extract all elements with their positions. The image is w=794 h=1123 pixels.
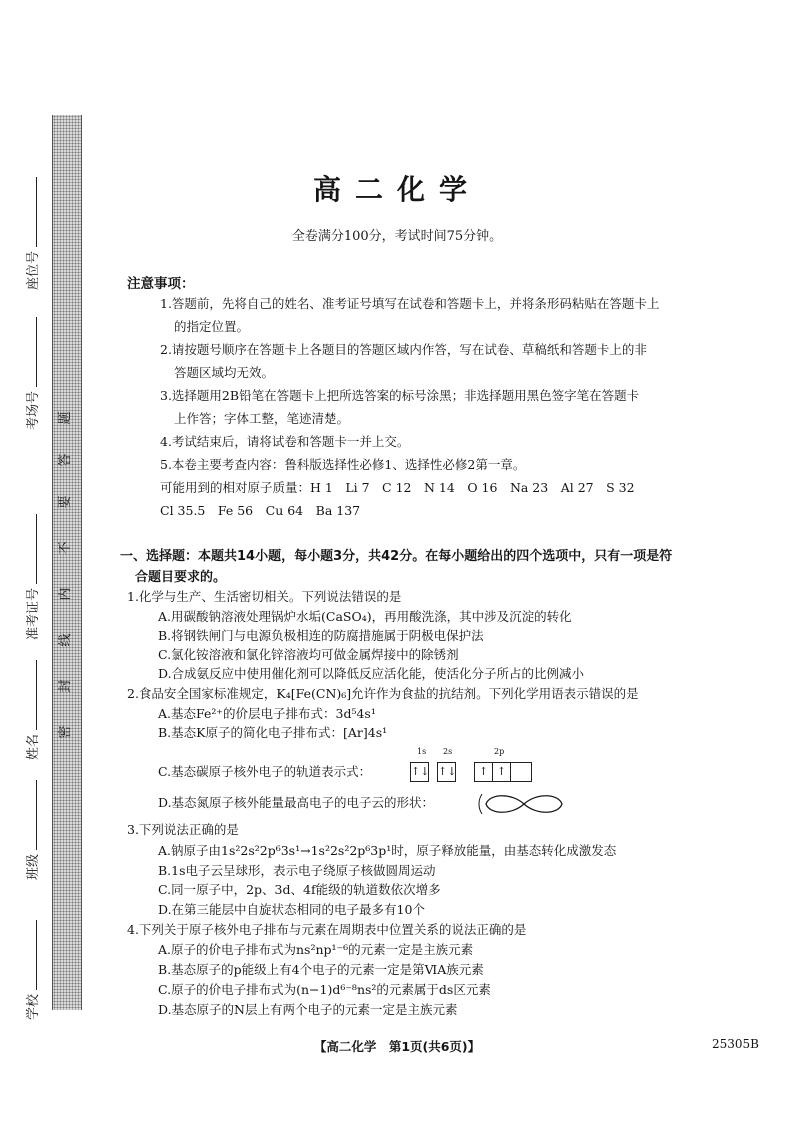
orbital-box bbox=[510, 762, 532, 782]
option-a: A.钠原子由1s²2s²2p⁶3s¹→1s²2s²2p⁶3p¹时，原子释放能量，由基态转化成激发态 bbox=[158, 843, 617, 858]
seal-char: 封 bbox=[58, 679, 73, 693]
option-b: B.将钢铁闸门与电源负极相连的防腐措施属于阴极电保护法 bbox=[158, 628, 484, 643]
orbital-box: ↑ bbox=[474, 762, 493, 782]
option-c: C.同一原子中，2p、3d、4f能级的轨道数依次增多 bbox=[158, 882, 441, 897]
field-label: 准考证号 bbox=[26, 587, 41, 640]
seal-char: 线 bbox=[58, 633, 73, 647]
option-d: D.在第三能层中自旋状态相同的电子最多有10个 bbox=[158, 902, 425, 917]
dumbbell-orbital-icon bbox=[478, 790, 570, 818]
seal-char: 要 bbox=[58, 495, 73, 509]
option-d: D.合成氨反应中使用催化剂可以降低反应活化能，使活化分子所占的比例减小 bbox=[158, 666, 585, 681]
field-label: 座位号 bbox=[26, 250, 41, 290]
option-d: D.基态氮原子核外能量最高电子的电子云的形状： bbox=[158, 795, 435, 810]
option-c: C.原子的价电子排布式为(n−1)d⁶⁻⁸ns²的元素属于ds区元素 bbox=[158, 982, 491, 997]
question-stem: 4.下列关于原子核外电子排布与元素在周期表中位置关系的说法正确的是 bbox=[127, 922, 527, 937]
notice-line: 答题区域均无效。 bbox=[174, 365, 275, 380]
exam-room-field bbox=[22, 317, 41, 430]
orbital-label-2s: 2s bbox=[443, 747, 453, 756]
option-b: B.基态原子的p能级上有4个电子的元素一定是第ⅥA族元素 bbox=[158, 962, 484, 977]
section-heading: 一、选择题：本题共14小题，每小题3分，共42分。在每小题给出的四个选项中，只有一项是符 bbox=[120, 549, 673, 564]
orbital-box: ↑↓ bbox=[437, 762, 456, 782]
page-footer: 【高二化学 第1页(共6页)】 bbox=[313, 1039, 481, 1054]
option-c: C.氯化铵溶液和氯化锌溶液均可做金属焊接中的除锈剂 bbox=[158, 647, 459, 662]
question-stem: 3.下列说法正确的是 bbox=[127, 822, 239, 837]
option-a: A.原子的价电子排布式为ns²np¹⁻⁶的元素一定是主族元素 bbox=[158, 942, 474, 957]
notice-line: 1.答题前，先将自己的姓名、准考证号填写在试卷和答题卡上，并将条形码粘贴在答题卡上 bbox=[160, 296, 660, 311]
atomic-mass-line: Cl 35.5 Fe 56 Cu 64 Ba 137 bbox=[160, 503, 361, 518]
option-b: B.1s电子云呈球形，表示电子绕原子核做圆周运动 bbox=[158, 863, 436, 878]
option-c: C.基态碳原子核外电子的轨道表示式： bbox=[158, 764, 372, 779]
option-a: A.基态Fe²⁺的价层电子排布式：3d⁵4s¹ bbox=[158, 706, 376, 721]
notice-line: 上作答；字体工整，笔迹清楚。 bbox=[174, 411, 350, 426]
seal-char: 不 bbox=[58, 541, 73, 555]
binding-strip bbox=[52, 115, 82, 1010]
orbital-label-2p: 2p bbox=[494, 747, 505, 756]
seal-char: 密 bbox=[58, 725, 73, 739]
field-label: 姓名 bbox=[26, 733, 41, 760]
orbital-box: ↑ bbox=[492, 762, 511, 782]
field-label: 学校 bbox=[26, 993, 41, 1020]
option-a: A.用碳酸钠溶液处理锅炉水垢(CaSO₄)，再用酸洗涤，其中涉及沉淀的转化 bbox=[158, 609, 572, 624]
notice-line: 2.请按题号顺序在答题卡上各题目的答题区域内作答，写在试卷、草稿纸和答题卡上的非 bbox=[160, 342, 647, 357]
school-field bbox=[22, 920, 41, 1020]
paper-code: 25305B bbox=[712, 1037, 759, 1051]
class-field bbox=[22, 780, 41, 880]
notice-line: 3.选择题用2B铅笔在答题卡上把所选答案的标号涂黑；非选择题用黑色签字笔在答题卡 bbox=[160, 388, 640, 403]
orbital-box: ↑↓ bbox=[410, 762, 429, 782]
notice-line: 5.本卷主要考查内容：鲁科版选择性必修1、选择性必修2第一章。 bbox=[160, 457, 526, 472]
option-b: B.基态K原子的简化电子排布式：[Ar]4s¹ bbox=[158, 725, 388, 740]
question-stem: 1.化学与生产、生活密切相关。下列说法错误的是 bbox=[127, 589, 402, 604]
page-title: 高二化学 bbox=[312, 173, 481, 206]
admission-number-field bbox=[22, 514, 41, 640]
seal-char: 题 bbox=[58, 411, 73, 425]
seal-char: 内 bbox=[58, 587, 73, 601]
seal-char: 答 bbox=[58, 453, 73, 467]
atomic-mass-line: 可能用到的相对原子质量：H 1 Li 7 C 12 N 14 O 16 Na 23 Al 27 S 32 bbox=[160, 480, 635, 495]
section-heading: 合题目要求的。 bbox=[135, 570, 227, 585]
name-field bbox=[22, 660, 41, 760]
field-label: 考场号 bbox=[26, 390, 41, 430]
notice-heading: 注意事项： bbox=[127, 276, 195, 292]
exam-subtitle: 全卷满分100分，考试时间75分钟。 bbox=[291, 229, 503, 244]
notice-line: 的指定位置。 bbox=[174, 319, 250, 334]
question-stem: 2.食品安全国家标准规定，K₄[Fe(CN)₆]允许作为食盐的抗结剂。下列化学用语表示错误的是 bbox=[127, 686, 639, 701]
option-d: D.基态原子的N层上有两个电子的元素一定是主族元素 bbox=[158, 1002, 458, 1017]
orbital-label-1s: 1s bbox=[417, 747, 427, 756]
notice-line: 4.考试结束后，请将试卷和答题卡一并上交。 bbox=[160, 434, 410, 449]
field-label: 班级 bbox=[26, 853, 41, 880]
